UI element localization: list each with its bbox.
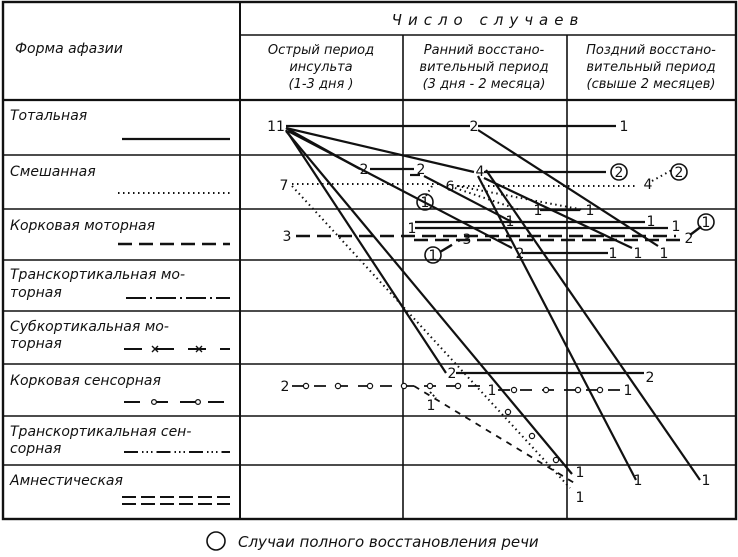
count-label: 2 [359, 162, 369, 178]
row-label-transcortical-motor-2: торная [10, 285, 62, 301]
count-label: 11 [267, 119, 285, 135]
row-label-cortical-sensory: Корковая сенсорная [10, 373, 161, 389]
count-label: 1 [585, 203, 595, 219]
count-label: 1 [671, 219, 681, 235]
svg-text:инсульта: инсульта [289, 60, 353, 75]
svg-text:(свыше 2 месяцев): (свыше 2 месяцев) [586, 77, 716, 92]
period-header-acute [268, 43, 374, 92]
count-label: 2 [469, 119, 479, 135]
period-header-late [586, 43, 716, 92]
count-label: 4 [475, 164, 485, 180]
form-column-header: Форма афазии [15, 41, 123, 57]
row-label-cortical-motor: Корковая моторная [10, 218, 156, 234]
count-label: 1 [428, 248, 438, 264]
count-labels [267, 119, 710, 506]
svg-text:(3 дня - 2 месяца): (3 дня - 2 месяца) [422, 77, 546, 92]
count-label: 2 [280, 379, 290, 395]
svg-text:вительный период: вительный период [586, 60, 716, 75]
count-label: 1 [505, 214, 515, 230]
count-label: 2 [684, 231, 694, 247]
legend-dash-x-line [124, 346, 230, 352]
svg-text:Ранний восстано-: Ранний восстано- [423, 43, 545, 58]
count-label: 2 [645, 370, 655, 386]
count-label: 7 [279, 178, 289, 194]
count-label: 3 [282, 229, 292, 245]
count-label: 2 [447, 366, 457, 382]
row-label-subcortical-motor-2: торная [10, 336, 62, 352]
count-label: 1 [659, 246, 669, 262]
dash-circle-markers [303, 383, 602, 462]
svg-text:Острый период: Острый период [267, 43, 375, 58]
count-label: 6 [445, 179, 455, 195]
count-label: 1 [487, 383, 497, 399]
count-label: 2 [416, 162, 426, 178]
count-label: 2 [674, 165, 684, 181]
count-label: 1 [701, 215, 711, 231]
count-label: 1 [608, 246, 618, 262]
row-label-transcortical-sensory-1: Транскортикальная сен- [10, 424, 192, 440]
count-label: 2 [515, 246, 525, 262]
count-label: 1 [701, 473, 711, 489]
svg-text:вительный период: вительный период [419, 60, 549, 75]
count-label: 1 [420, 195, 430, 211]
legend-dash-circle-line [124, 400, 230, 405]
count-label: 1 [407, 221, 417, 237]
row-label-amnestic: Амнестическая [10, 473, 123, 489]
row-label-total: Тотальная [10, 108, 88, 124]
caption-text: Случаи полного восстановления речи [238, 533, 539, 551]
svg-text:(1-3 дня ): (1-3 дня ) [288, 77, 354, 92]
count-label: 1 [575, 465, 585, 481]
count-label: 3 [462, 232, 472, 248]
period-header-early [419, 43, 548, 92]
recovery-circle-icon [207, 532, 225, 550]
count-label: 2 [614, 165, 624, 181]
caption [207, 532, 539, 551]
flow-lines [286, 126, 702, 488]
count-label: 4 [643, 177, 653, 193]
dash-circle-flow-lines [292, 386, 622, 484]
svg-text:Поздний восстано-: Поздний восстано- [586, 43, 716, 58]
count-label: 1 [623, 383, 633, 399]
row-label-transcortical-sensory-2: сорная [10, 441, 62, 457]
count-label: 1 [426, 398, 436, 414]
row-label-transcortical-motor-1: Транскортикальная мо- [10, 267, 186, 283]
solid-flow-lines [286, 126, 700, 480]
recovery-circles [417, 164, 714, 263]
count-label: 1 [533, 203, 543, 219]
count-label: 1 [575, 490, 585, 506]
row-label-mixed: Смешанная [10, 164, 96, 180]
table-title: Число случаев [391, 11, 585, 29]
count-label: 1 [633, 246, 643, 262]
row-label-subcortical-motor-1: Субкортикальная мо- [10, 319, 169, 335]
count-label: 1 [646, 214, 656, 230]
count-label: 1 [619, 119, 629, 135]
legend-double-line [122, 497, 230, 504]
count-label: 1 [633, 473, 643, 489]
